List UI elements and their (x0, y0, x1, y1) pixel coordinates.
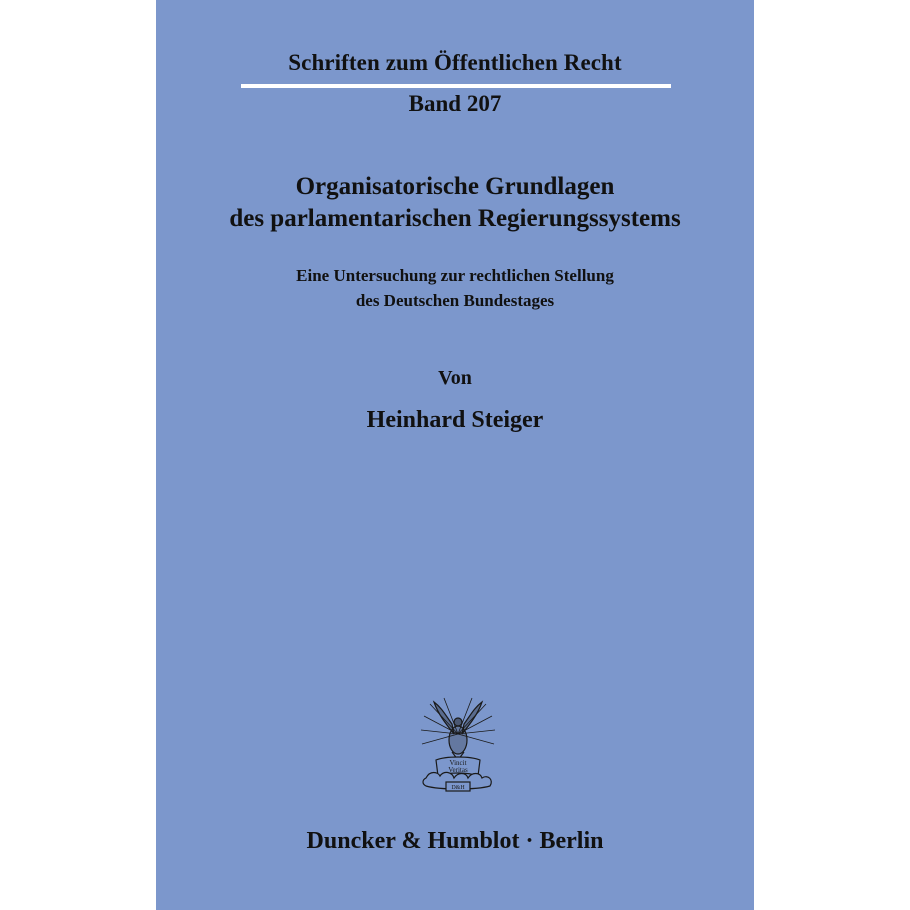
series-title: Schriften zum Öffentlichen Recht (288, 50, 622, 75)
book-cover (156, 0, 754, 910)
by-label: Von (438, 367, 472, 389)
eagle-publisher-emblem-icon (416, 694, 500, 794)
emblem-initials: D&H (451, 785, 465, 791)
book-subtitle-line: Eine Untersuchung zur rechtlichen Stellung (296, 266, 614, 285)
emblem-motto-line: Vincit (449, 759, 467, 767)
book-title-line: des parlamentarischen Regierungssystems (229, 205, 681, 232)
book-title-line: Organisatorische Grundlagen (295, 173, 615, 200)
book-subtitle-line: des Deutschen Bundestages (355, 291, 555, 310)
volume-number: Band 207 (408, 91, 502, 116)
publisher-imprint: Duncker & Humblot · Berlin (306, 828, 604, 854)
book-subtitle (156, 263, 754, 313)
author-name: Heinhard Steiger (366, 407, 544, 433)
book-title (156, 171, 754, 235)
emblem-motto-line: Veritas (448, 766, 468, 774)
series-divider (241, 84, 671, 88)
